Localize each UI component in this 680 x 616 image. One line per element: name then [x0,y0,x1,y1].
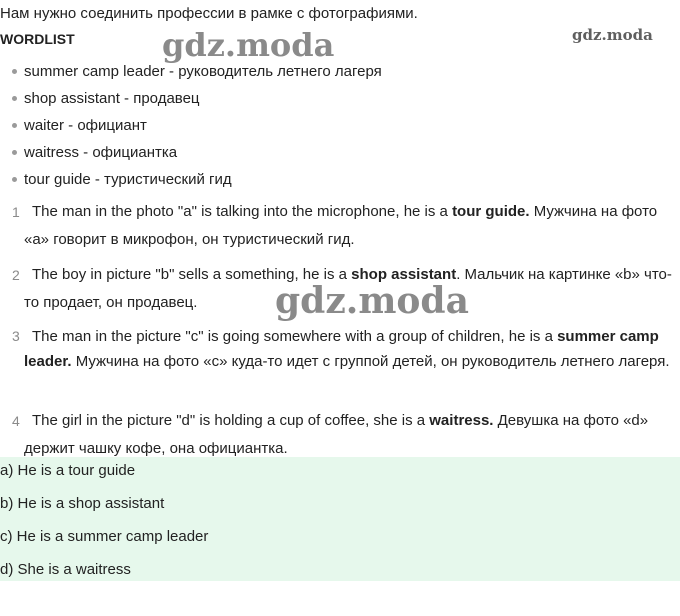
answers-box [0,457,680,581]
item-keyword: shop assistant [351,266,457,283]
answer-line: a) He is a tour guide [0,462,136,479]
item-text [0,198,680,254]
item-english: The man in the picture "c" is going somewhere with a group of children, he is a [32,328,558,345]
wordlist-item-text: summer camp leader - руководитель летнего лагеря [24,63,382,80]
wordlist-item-text: waiter - официант [24,117,147,134]
bullet-icon [12,69,17,74]
wordlist-item [0,144,382,171]
answer-line: b) He is a shop assistant [0,495,165,512]
item-russian: Девушка на фото «d» держит чашку кофе, она официантка. [24,412,649,457]
answer-item-1 [0,198,680,254]
item-english: The man in the photo "a" is talking into the microphone, he is a [32,203,453,220]
bullet-icon [12,150,17,155]
item-russian: . Мальчик на картинке «b» что-то продает, он продавец. [24,266,672,311]
answer-item-4 [0,407,680,463]
bullet-icon [12,96,17,101]
item-russian: Мужчина на фото «а» говорит в микрофон, он туристический гид. [24,203,658,248]
item-text [0,407,680,463]
wordlist-heading: WORDLIST [0,31,75,47]
item-english: The boy in picture "b" sells a something, he is a [32,266,352,283]
watermark-logo-center: gdz.moda [275,280,469,322]
answer-line: d) She is a waitress [0,561,131,578]
item-english: The girl in the picture "d" is holding a cup of coffee, she is a [32,412,430,429]
wordlist [0,63,382,198]
item-text [0,324,680,374]
item-number: 1 [12,204,20,220]
bullet-icon [12,123,17,128]
answer-item-3 [0,324,680,374]
wordlist-item [0,63,382,90]
wordlist-item [0,90,382,117]
wordlist-item-text: shop assistant - продавец [24,90,200,107]
watermark-logo: gdz.moda [162,26,335,64]
wordlist-item [0,171,382,198]
item-russian: Мужчина на фото «с» куда-то идет с группой детей, он руководитель летнего лагеря. [71,353,670,370]
bullet-icon [12,177,17,182]
item-keyword: waitress. [429,412,494,429]
item-keyword: summer camp leader. [24,328,659,370]
answer-line: c) He is a summer camp leader [0,528,209,545]
intro-text: Нам нужно соединить профессии в рамке с фотографиями. [0,5,418,22]
item-number: 4 [12,413,20,429]
item-keyword: tour guide. [452,203,530,220]
item-number: 2 [12,267,20,283]
watermark-logo-small: gdz.moda [572,26,653,44]
wordlist-item [0,117,382,144]
wordlist-item-text: tour guide - туристический гид [24,171,232,188]
wordlist-item-text: waitress - официантка [24,144,178,161]
item-number: 3 [12,328,20,344]
